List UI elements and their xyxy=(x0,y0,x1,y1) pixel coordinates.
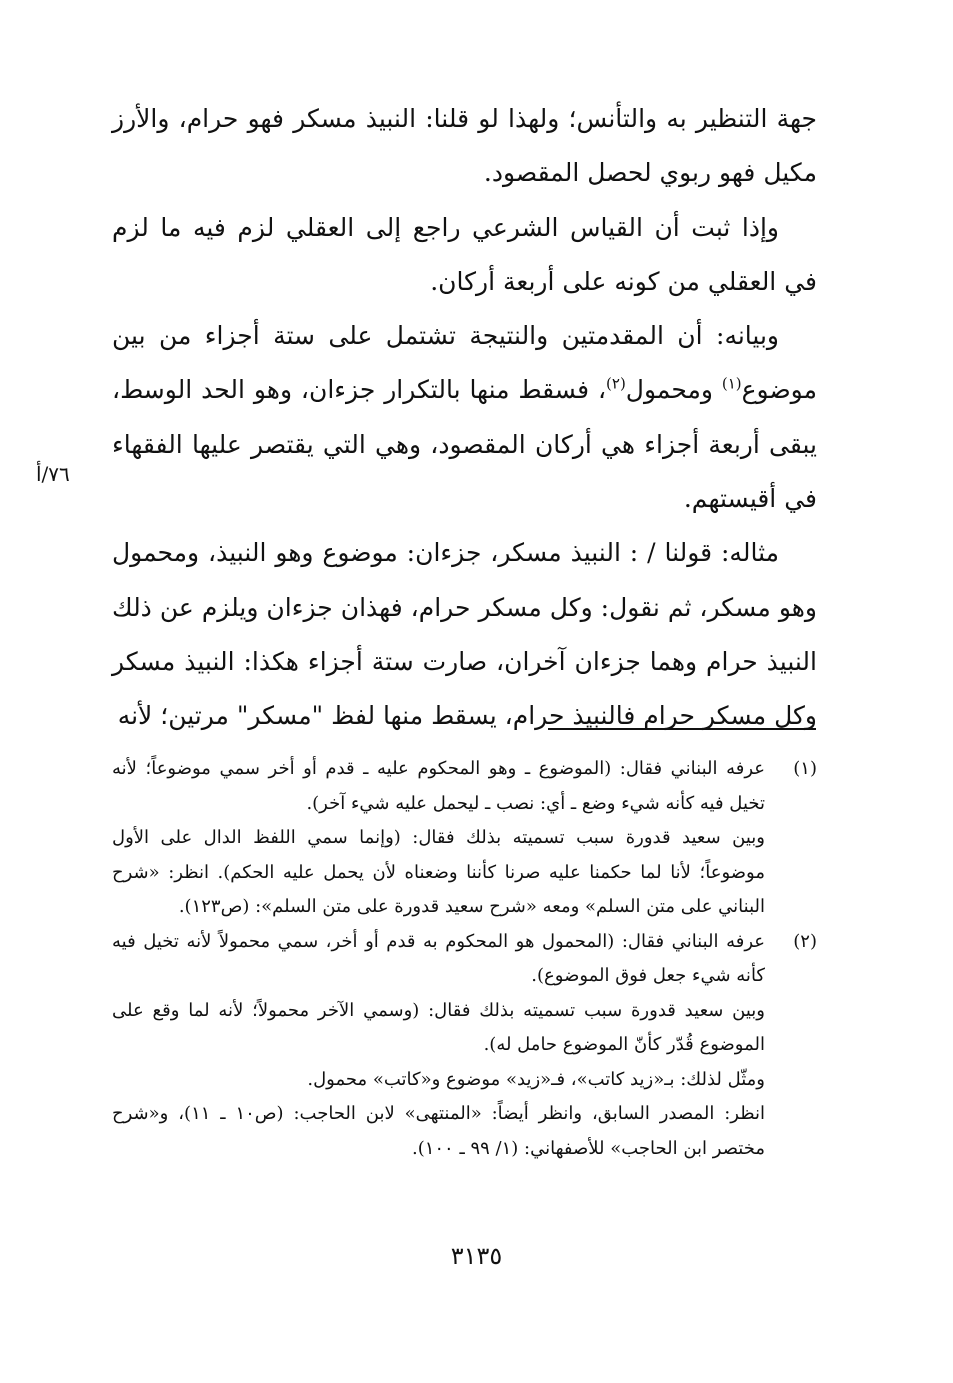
footnote-2-line-4: انظر: المصدر السابق، وانظر أيضاً: «المنتهى» لابن الحاجب: (ص١٠ ـ ١١)، و«شرح مختصر ابن الحاجب» للأصفهاني: (١/ ٩٩ ـ ١٠٠). xyxy=(112,1103,765,1159)
footnote-1-line-2: وبين سعيد قدورة سبب تسميته بذلك فقال: (وإنما سمي اللفظ الدال على الأول موضوعاً؛ لأنا لما حكمنا عليه صرنا كأننا وضعناه لأن يحمل عليه الحكم). انظر: «شرح البناني على متن السلم» ومعه «شرح سعيد قدورة على متن السلم»: (ص١٢٣). xyxy=(112,827,765,917)
main-text-body xyxy=(112,92,817,744)
footnote-1-line-1: عرفه البناني فقال: (الموضوع ـ وهو المحكوم عليه ـ قدم أو أخر سمي موضوعاً؛ لأنه تخيل فيه كأنه شيء وضع ـ أي: نصب ـ ليحمل عليه شيء آخر). xyxy=(112,758,765,814)
paragraph-3-part-b: ومحمول xyxy=(625,375,722,405)
paragraph-1: جهة التنظير به والتأنس؛ ولهذا لو قلنا: النبيذ مسكر فهو حرام، والأرز مكيل فهو ربوي لحصل المقصود. xyxy=(112,104,817,188)
footnote-2-line-2: وبين سعيد قدورة سبب تسميته بذلك فقال: (وسمي الآخر محمولاً؛ لأنه لما وقع على الموضوع قُدّر كأنّ الموضوع حامل له). xyxy=(112,999,765,1055)
footnote-2-number: (٢) xyxy=(793,930,817,952)
footnote-2-line-3: ومثّل لذلك: بـ«زيد كاتب»، فـ«زيد» موضوع و«كاتب» محمول. xyxy=(307,1068,765,1090)
footnote-2-line-1: عرفه البناني فقال: (المحمول هو المحكوم به قدم أو أخر، سمي محمولاً لأنه تخيل فيه كأنه شيء جعل فوق الموضوع). xyxy=(112,930,765,986)
footnote-2 xyxy=(112,925,817,1167)
footnote-separator xyxy=(548,728,816,730)
page-number: ٣١٣٥ xyxy=(450,1242,503,1270)
footnotes-section xyxy=(112,752,817,1166)
footnote-ref-2[interactable]: (٢) xyxy=(606,375,626,394)
manuscript-folio-marker: ٧٦/أ xyxy=(36,462,70,486)
paragraph-3-part-c: ، فسقط منها بالتكرار جزءان، وهو الحد الوسط، يبقى أربعة أجزاء هي أركان المقصود، وهي التي يقتصر عليها الفقهاء في أقيستهم. xyxy=(112,375,817,514)
footnote-1-number: (١) xyxy=(793,758,817,779)
paragraph-2: وإذا ثبت أن القياس الشرعي راجع إلى العقلي لزم فيه ما لزم في العقلي من كونه على أربعة أركان. xyxy=(112,212,817,296)
paragraph-3 xyxy=(112,309,817,526)
paragraph-3-part-a: وبيانه: أن المقدمتين والنتيجة تشتمل على ستة أجزاء من بين موضوع xyxy=(112,321,817,405)
footnote-1 xyxy=(112,752,817,925)
paragraph-4: مثاله: قولنا / : النبيذ مسكر، جزءان: موضوع وهو النبيذ، ومحمول وهو مسكر، ثم نقول: وكل مسكر حرام، فهذان جزءان ويلزم عن ذلك النبيذ حرام وهما جزءان آخران، صارت ستة أجزاء هكذا: النبيذ مسكر وكل مسكر حرام فالنبيذ حرام، يسقط منها لفظ "مسكر" مرتين؛ لأنه xyxy=(112,538,817,731)
footnote-ref-1[interactable]: (١) xyxy=(721,375,742,394)
